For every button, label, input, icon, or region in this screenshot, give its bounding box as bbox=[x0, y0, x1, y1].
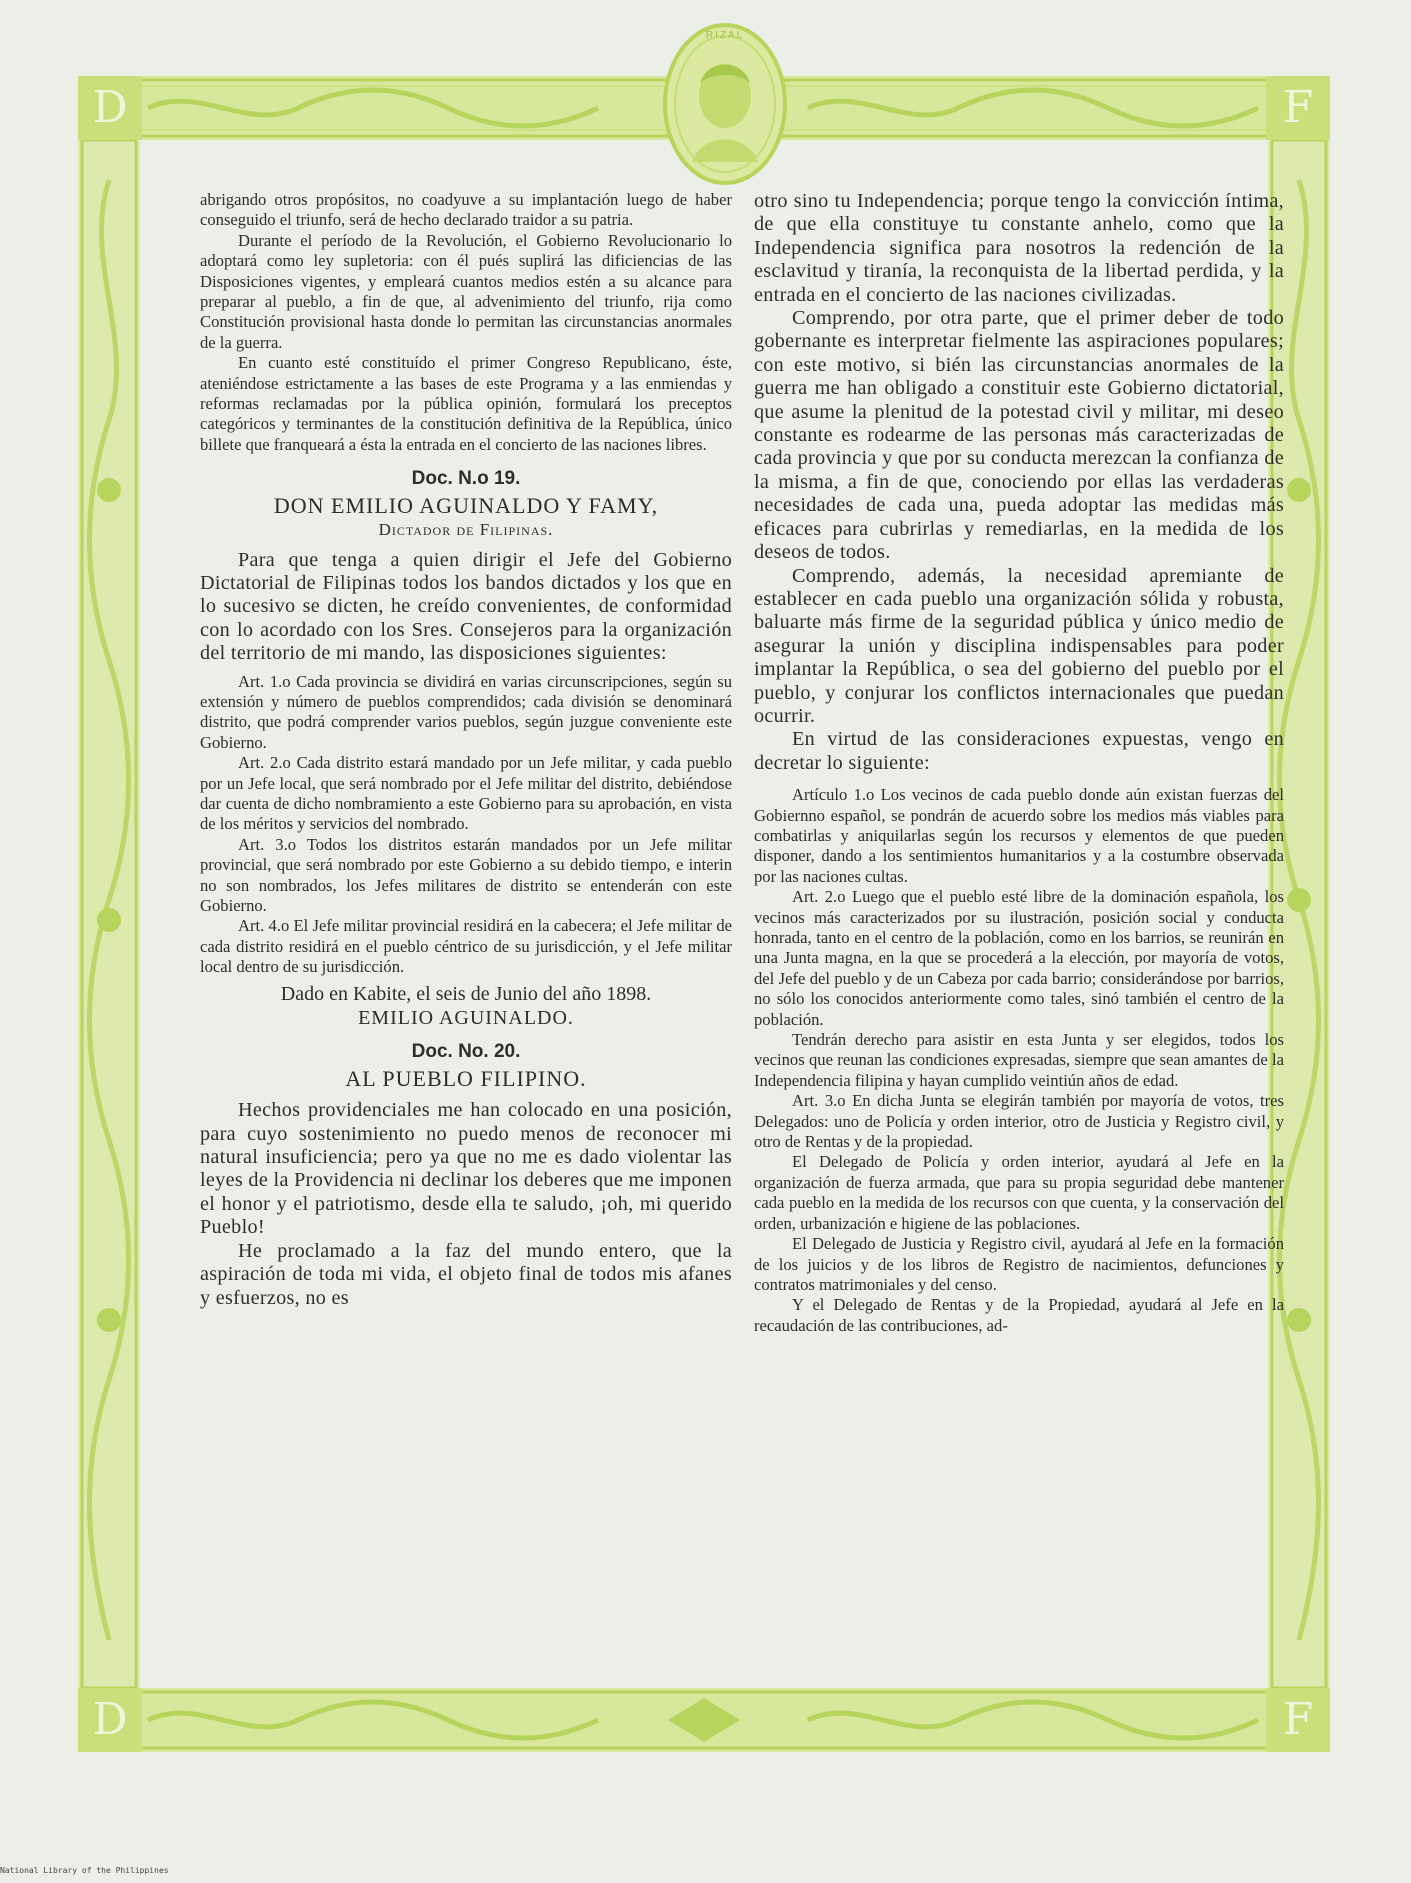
ornamental-border-bottom bbox=[78, 1688, 1330, 1752]
document-19-heading: DON EMILIO AGUINALDO Y FAMY, bbox=[273, 492, 659, 518]
document-19-subheading: Dictador de Filipinas. bbox=[378, 520, 554, 540]
paragraph: abrigando otros propósitos, no coadyuve a su implantación luego de haber conseguido el triunfo, será de hecho declarado traidor a su patria. bbox=[200, 190, 732, 230]
paragraph: He proclamado a la faz del mundo entero, que la aspiración de toda mi vida, el objeto final de todos mis afanes y esfuerzos, no es bbox=[200, 1239, 732, 1309]
corner-letter-top-right: F bbox=[1282, 82, 1314, 133]
document-number-20: Doc. No. 20. bbox=[411, 1041, 521, 1063]
right-column bbox=[754, 190, 1284, 1336]
paragraph: Durante el período de la Revolución, el Gobierno Revolucionario lo adoptará como ley supletoria: con él pués suplirá las dificiencias de las Disposiciones vigentes, y empleará cuantos medios estén a su alcance para preparar al pueblo, a fin de que, al advenimiento del triunfo, rija como Constitución provisional hasta donde lo permitan las circunstancias anormales de la guerra. bbox=[200, 230, 732, 352]
signature: EMILIO AGUINALDO. bbox=[358, 1007, 574, 1030]
article-1: Art. 1.o Cada provincia se dividirá en varias circunscripciones, según su extensión y número de pueblos comprendidos; cada división se denominará distrito, que podrá comprender varios pueblos, según juzgue conveniente este Gobierno. bbox=[200, 671, 732, 752]
article-2: Art. 2.o Luego que el pueblo esté libre de la dominación española, los vecinos más caracterizados por su ilustración, posición social y conducta honrada, tanto en el centro de la población, como en los barrios, se reunirán en una Junta magna, en la que se procederá a la elección, por mayoría de votos, del Jefe del pueblo y de un Cabeza por cada barrio; considerándose por barrios, no sólo los conocidos anteriormente como tales, sinó también el centro de la población. bbox=[754, 887, 1284, 1029]
document-number-19: Doc. N.o 19. bbox=[411, 468, 521, 490]
paragraph: El Delegado de Justicia y Registro civil, ayudará al Jefe en la formación de los juicios y de los libros de Registro de nacimientos, defunciones y contratos matrimoniales y del censo. bbox=[754, 1234, 1284, 1294]
article-4: Art. 4.o El Jefe militar provincial residirá en la cabecera; el Jefe militar de cada distrito residirá en el pueblo céntrico de su jurisdicción, y el Jefe militar local dentro de su jurisdicción. bbox=[200, 916, 732, 977]
ornamental-border-left bbox=[78, 140, 140, 1688]
article-3: Art. 3.o En dicha Junta se elegirán también por mayoría de votos, tres Delegados: uno de Policía y orden interior, otro de Justicia y Registro civil, y otro de Rentas y de la propiedad. bbox=[754, 1091, 1284, 1152]
document-20-heading: AL PUEBLO FILIPINO. bbox=[345, 1065, 587, 1091]
paragraph: Hechos providenciales me han colocado en una posición, para cuyo sostenimiento no puedo menos de reconocer mi natural insuficiencia; pero ya que no me es dado violentar las leyes de la Providencia ni declinar los deberes que me imponen el honor y el patriotismo, desde ella te saludo, ¡oh, mi querido Pueblo! bbox=[200, 1099, 732, 1239]
article-2: Art. 2.o Cada distrito estará mandado por un Jefe militar, y cada pueblo por un Jefe local, que será nombrado por el Jefe militar del distrito, debiéndose dar cuenta de dicho nombramiento a este Gobierno para su aprobación, en vista de los méritos y servicios del nombrado. bbox=[200, 753, 732, 834]
corner-letter-top-left: D bbox=[92, 82, 128, 133]
paragraph: Comprendo, por otra parte, que el primer deber de todo gobernante es interpretar fielmente las aspiraciones populares; con este motivo, si bién las circunstancias anormales de la guerra me han obligado a constituir este Gobierno dictatorial, que asume la plenitud de la potestad civil y militar, mi deseo constante es rodearme de las personas más caracterizadas de cada provincia y que por su conducta merezcan la confianza de la misma, a fin de que, conociendo por ellas las verdaderas necesidades de cada una, pueda adoptar las medidas más eficaces para cubrirlas y remediarlas, en la medida de los deseos de todos. bbox=[754, 307, 1284, 564]
left-column bbox=[200, 190, 732, 1310]
library-footer: National Library of the Philippines bbox=[0, 1866, 169, 1875]
corner-letter-bottom-left: D bbox=[92, 1694, 128, 1745]
rizal-portrait-medallion bbox=[662, 22, 788, 186]
paragraph: Tendrán derecho para asistir en esta Junta y ser elegidos, todos los vecinos que reunan las condiciones expresadas, siempre que sean amantes de la Independencia filipina y hayan cumplido veintiún años de edad. bbox=[754, 1030, 1284, 1090]
article-1: Artículo 1.o Los vecinos de cada pueblo donde aún existan fuerzas del Gobiernno español, se pondrán de acuerdo sobre los medios más viables para combatirlas y aniquilarlas según los recursos y elementos de que pueden disponer, dando a los sentimientos humanitarios y a la costumbre observada por las naciones cultas. bbox=[754, 785, 1284, 886]
dated-line: Dado en Kabite, el seis de Junio del año 1898. bbox=[280, 982, 652, 1005]
paragraph: El Delegado de Policía y orden interior, ayudará al Jefe en la organización de fuerza armada, que para su propia seguridad debe mantener cada pueblo en la medida de los recursos con que cuenta, y la conservación del orden, urbanización e higiene de las poblaciones. bbox=[754, 1152, 1284, 1233]
paragraph: Y el Delegado de Rentas y de la Propiedad, ayudará al Jefe en la recaudación de las contribuciones, ad- bbox=[754, 1295, 1284, 1335]
corner-letter-bottom-right: F bbox=[1282, 1694, 1314, 1745]
medallion-label: RIZAL bbox=[705, 30, 745, 41]
paragraph: Para que tenga a quien dirigir el Jefe del Gobierno Dictatorial de Filipinas todos los bandos dictados y los que en lo sucesivo se dicten, he creído convenientes, de conformidad con lo acordado con los Sres. Consejeros para la organización del territorio de mi mando, las disposiciones siguientes: bbox=[200, 548, 732, 665]
article-3: Art. 3.o Todos los distritos estarán mandados por un Jefe militar provincial, que será nombrado por este Gobierno a su debido tiempo, e interin no son nombrados, los Jefes militares de distrito se entenderán con este Gobierno. bbox=[200, 834, 732, 915]
paragraph: Comprendo, además, la necesidad apremiante de establecer en cada pueblo una organización sólida y robusta, baluarte más firme de la seguridad pública y único medio de asegurar la unión y disciplina indispensables para poder implantar la República, o sea del gobierno del pueblo por el pueblo, y conjurar los conflictos internacionales que puedan ocurrir. bbox=[754, 564, 1284, 727]
paragraph: otro sino tu Independencia; porque tengo la convicción íntima, de que ella constituye tu constante anhelo, como que la Independencia significa para nosotros la redención de la esclavitud y tiranía, la reconquista de la libertad perdida, y la entrada en el concierto de las naciones civilizadas. bbox=[754, 190, 1284, 306]
paragraph: En virtud de las consideraciones expuestas, vengo en decretar lo siguiente: bbox=[754, 728, 1284, 774]
paragraph: En cuanto esté constituído el primer Congreso Republicano, éste, ateniéndose estrictamente a las bases de este Programa y a las enmiendas y reformas reclamadas por la pública opinión, formulará los preceptos categóricos y terminantes de la constitución definitiva de la República, único billete que franqueará a ésta la entrada en el concierto de las naciones libres. bbox=[200, 353, 732, 454]
